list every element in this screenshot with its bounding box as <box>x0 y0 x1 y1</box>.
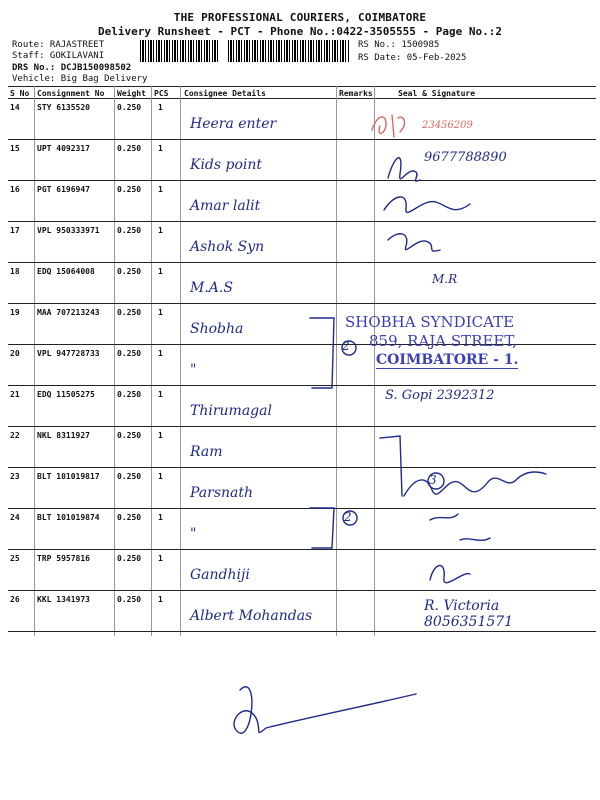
row-consignee-handwritten: Albert Mohandas <box>190 608 313 624</box>
signature-row26-name: R. Victoria <box>424 598 500 614</box>
document-subtitle: Delivery Runsheet - PCT - Phone No.:0422-3505555 - Page No.:2 <box>98 25 502 38</box>
bracket-number-2a: 2 <box>342 339 350 353</box>
row-consignment-no: EDQ 11505275 <box>37 390 95 399</box>
row-sno: 20 <box>10 349 20 358</box>
route-label: Route: RAJASTREET <box>12 40 105 50</box>
row-sno: 18 <box>10 267 20 276</box>
staff-label: Staff: GOKILAVANI <box>12 51 105 61</box>
row-sno: 17 <box>10 226 20 235</box>
shobha-stamp-line3: COIMBATORE - 1. <box>376 352 519 368</box>
row-weight: 0.250 <box>117 390 142 399</box>
row-pcs: 1 <box>158 390 163 399</box>
row-sno: 24 <box>10 513 20 522</box>
row-consignee-handwritten: Parsnath <box>190 485 254 501</box>
signature-row26-phone: 8056351571 <box>424 614 514 630</box>
row-consignment-no: VPL 947728733 <box>37 349 100 358</box>
row-pcs: 1 <box>158 103 163 112</box>
col-header-sno: S No <box>10 89 30 98</box>
row-weight: 0.250 <box>117 185 142 194</box>
bracket-number-3: 3 <box>429 473 437 487</box>
row-weight: 0.250 <box>117 308 142 317</box>
row-weight: 0.250 <box>117 595 142 604</box>
row-pcs: 1 <box>158 513 163 522</box>
row-pcs: 1 <box>158 431 163 440</box>
row-sno: 23 <box>10 472 20 481</box>
row-consignee-handwritten: M.A.S <box>190 280 233 296</box>
row-consignment-no: BLT 101019817 <box>37 472 100 481</box>
row-sno: 22 <box>10 431 20 440</box>
row-consignment-no: STY 6135520 <box>37 103 90 112</box>
col-header-weight: Weight <box>117 89 146 98</box>
row-consignment-no: EDQ 15064008 <box>37 267 95 276</box>
row-pcs: 1 <box>158 472 163 481</box>
row-weight: 0.250 <box>117 144 142 153</box>
row-consignee-handwritten: " <box>190 362 197 378</box>
vehicle-label: Vehicle: Big Bag Delivery <box>12 74 148 84</box>
signature-row18: M.R <box>432 272 458 286</box>
row-pcs: 1 <box>158 226 163 235</box>
row-weight: 0.250 <box>117 513 142 522</box>
row-sno: 25 <box>10 554 20 563</box>
row-consignment-no: UPT 4092317 <box>37 144 90 153</box>
row-sno: 26 <box>10 595 20 604</box>
row-pcs: 1 <box>158 308 163 317</box>
row-consignee-handwritten: Amar lalit <box>190 198 261 214</box>
row-consignee-handwritten: Kids point <box>190 157 263 173</box>
col-header-seal: Seal & Signature <box>398 89 476 98</box>
row-sno: 21 <box>10 390 20 399</box>
document-title: THE PROFESSIONAL COURIERS, COIMBATORE <box>173 11 427 24</box>
row-sno: 19 <box>10 308 20 317</box>
row-consignee-handwritten: Shobha <box>190 321 244 337</box>
row-pcs: 1 <box>158 554 163 563</box>
row-consignee-handwritten: Heera enter <box>190 116 277 132</box>
row-consignment-no: NKL 8311927 <box>37 431 90 440</box>
row-pcs: 1 <box>158 144 163 153</box>
row-pcs: 1 <box>158 185 163 194</box>
row-consignment-no: MAA 707213243 <box>37 308 100 317</box>
rs-number: RS No.: 1500985 <box>358 40 440 50</box>
rs-date: RS Date: 05-Feb-2025 <box>358 53 467 63</box>
row-consignee-handwritten: Ashok Syn <box>190 239 265 255</box>
row-consignment-no: TRP 5957816 <box>37 554 90 563</box>
row-consignee-handwritten: Ram <box>190 444 223 460</box>
row-weight: 0.250 <box>117 267 142 276</box>
row-sno: 14 <box>10 103 20 112</box>
row-consignment-no: BLT 101019874 <box>37 513 100 522</box>
shobha-stamp-line2: 859, RAJA STREET, <box>369 332 517 350</box>
row-consignee-handwritten: Gandhiji <box>190 567 250 583</box>
row-weight: 0.250 <box>117 554 142 563</box>
row-consignment-no: PGT 6196947 <box>37 185 90 194</box>
signature-row14: 23456209 <box>422 120 473 131</box>
row-consignee-handwritten: Thirumagal <box>190 403 272 419</box>
col-header-consignee: Consignee Details <box>184 89 266 98</box>
row-consignee-handwritten: " <box>190 526 197 542</box>
row-weight: 0.250 <box>117 349 142 358</box>
row-pcs: 1 <box>158 595 163 604</box>
signature-row15: 9677788890 <box>424 150 507 165</box>
row-weight: 0.250 <box>117 103 142 112</box>
col-header-consignment: Consignment No <box>37 89 105 98</box>
shobha-stamp-line1: SHOBHA SYNDICATE <box>345 313 515 331</box>
col-header-remarks: Remarks <box>339 89 373 98</box>
drs-number: DRS No.: DCJB150098502 <box>12 63 132 73</box>
row-sno: 15 <box>10 144 20 153</box>
row-sno: 16 <box>10 185 20 194</box>
row-weight: 0.250 <box>117 472 142 481</box>
row-weight: 0.250 <box>117 431 142 440</box>
row-pcs: 1 <box>158 349 163 358</box>
row-pcs: 1 <box>158 267 163 276</box>
row-weight: 0.250 <box>117 226 142 235</box>
bracket-number-2b: 2 <box>344 510 352 524</box>
row-consignment-no: VPL 950333971 <box>37 226 100 235</box>
col-header-pcs: PCS <box>154 89 169 98</box>
row-consignment-no: KKL 1341973 <box>37 595 90 604</box>
signature-row21: S. Gopi 2392312 <box>385 388 495 403</box>
